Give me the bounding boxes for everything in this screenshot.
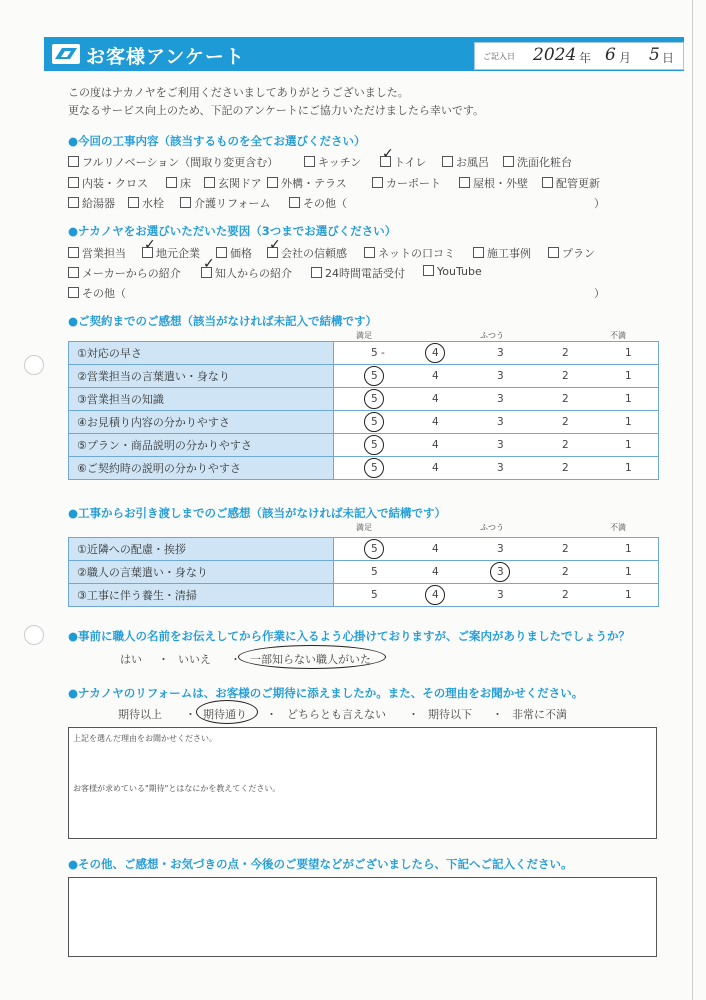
score[interactable]: 1 <box>625 543 632 555</box>
selection-circle <box>364 366 384 386</box>
score[interactable]: 2 <box>562 589 569 601</box>
checkbox-option[interactable]: カーポート <box>372 175 441 191</box>
table-row <box>69 411 659 434</box>
checkbox-option[interactable]: ネットの口コミ <box>364 245 455 261</box>
score[interactable]: 3 <box>497 566 504 578</box>
score[interactable]: 1 <box>625 347 632 359</box>
punch-hole <box>24 625 44 645</box>
checkbox-option[interactable]: 水栓 <box>128 195 164 211</box>
score[interactable]: 2 <box>562 393 569 405</box>
table-row <box>69 561 659 584</box>
checkbox-option[interactable]: 床 <box>166 175 191 191</box>
score-cell[interactable] <box>334 388 659 411</box>
selection-circle <box>196 700 258 724</box>
table-row <box>69 342 659 365</box>
score[interactable]: 1 <box>625 370 632 382</box>
score[interactable]: 3 <box>497 462 504 474</box>
score[interactable]: 2 <box>562 462 569 474</box>
score[interactable]: 4 <box>432 543 439 555</box>
checkbox-option-checked[interactable]: 会社の信頼感 <box>267 245 347 261</box>
answer-option[interactable]: 期待以上 <box>118 708 162 721</box>
page-edge <box>692 0 693 1000</box>
date-month: 6 <box>605 45 616 65</box>
score[interactable]: 5 <box>371 439 378 451</box>
score[interactable]: 2 <box>562 439 569 451</box>
page-title: お客様アンケート <box>86 46 245 68</box>
score[interactable]: 3 <box>497 393 504 405</box>
checkbox-option[interactable]: お風呂 <box>442 154 489 170</box>
paren-close: ） <box>594 287 605 300</box>
intro-line: この度はナカノヤをご利用くださいましてありがとうございました。 <box>68 86 409 99</box>
score[interactable]: 5 <box>371 370 378 382</box>
selection-circle <box>364 435 384 455</box>
score[interactable]: 2 <box>562 416 569 428</box>
row-label: ②営業担当の言葉遣い・身なり <box>69 365 334 388</box>
selection-circle <box>364 458 384 478</box>
checkbox-option[interactable]: 配管更新 <box>542 175 600 191</box>
answer-option-selected[interactable]: 一部知らない職人がいた <box>250 653 371 666</box>
selection-circle <box>364 539 384 559</box>
row-label: ⑤プラン・商品説明の分かりやすさ <box>69 434 334 457</box>
score[interactable]: 1 <box>625 462 632 474</box>
score[interactable]: 3 <box>497 370 504 382</box>
checkbox-option-checked[interactable]: 知人からの紹介 <box>201 265 292 281</box>
company-logo-icon <box>52 44 80 64</box>
separator-dot: ・ <box>266 708 277 721</box>
checkbox-option[interactable]: プラン <box>548 245 595 261</box>
separator-dot: ・ <box>230 653 241 666</box>
selection-circle <box>364 412 384 432</box>
separator-dot: ・ <box>408 708 419 721</box>
score[interactable]: 3 <box>497 543 504 555</box>
rating-table-construction <box>68 537 659 607</box>
month-unit: 月 <box>619 51 632 65</box>
score[interactable]: 4 <box>432 589 439 601</box>
date-year: 2024 <box>533 45 577 65</box>
rating-table-contract <box>68 341 659 480</box>
score[interactable]: 5 <box>371 589 378 601</box>
score[interactable]: 2 <box>562 347 569 359</box>
table-row <box>69 388 659 411</box>
separator-dot: ・ <box>492 708 503 721</box>
selection-circle <box>238 645 386 669</box>
checkbox-option[interactable]: メーカーからの紹介 <box>68 265 181 281</box>
day-unit: 日 <box>662 51 675 65</box>
scale-label: ふつう <box>480 523 504 532</box>
check-mark-icon: ✓ <box>203 256 215 272</box>
expectation-prompt: お客様が求めている"期待"とはなにかを教えてください。 <box>73 784 281 793</box>
table-row <box>69 365 659 388</box>
score-cell[interactable] <box>334 411 659 434</box>
score[interactable]: 4 <box>432 347 439 359</box>
row-label: ①対応の早さ <box>69 342 334 365</box>
row-label: ⑥ご契約時の説明の分かりやすさ <box>69 457 334 480</box>
checkbox-option[interactable]: 屋根・外壁 <box>459 175 528 191</box>
section-title: ●ナカノヤをお選びいただいた要因（3つまでお選びください） <box>68 224 397 238</box>
reason-textarea[interactable] <box>68 727 657 839</box>
scale-label: ふつう <box>480 331 504 340</box>
score[interactable]: 1 <box>625 589 632 601</box>
checkbox-option-checked[interactable]: トイレ <box>380 154 426 170</box>
score-cell[interactable] <box>334 457 659 480</box>
table-row <box>69 584 659 607</box>
section-title: ●今回の工事内容（該当するものを全てお選びください） <box>68 134 366 148</box>
scale-label: 満足 <box>356 523 372 532</box>
selection-circle <box>490 562 510 582</box>
score[interactable]: 4 <box>432 370 439 382</box>
comments-textarea[interactable] <box>68 877 657 957</box>
score[interactable]: 1 <box>625 416 632 428</box>
answer-option[interactable]: どちらとも言えない <box>287 708 386 721</box>
checkbox-option[interactable]: 外構・テラス <box>267 175 347 191</box>
checkbox-option[interactable]: 給湯器 <box>68 195 115 211</box>
score-cell[interactable] <box>334 584 659 607</box>
score[interactable]: 3 <box>497 347 504 359</box>
checkbox-option-other[interactable]: その他（ <box>68 285 126 301</box>
score-note: 5 - <box>371 347 385 359</box>
score[interactable]: 5 <box>371 566 378 578</box>
checkbox-option[interactable]: フルリノベーション（間取り変更含む） <box>68 154 278 170</box>
answer-option[interactable]: いいえ <box>178 653 211 666</box>
check-mark-icon: ✓ <box>382 146 394 162</box>
date-day: 5 <box>649 45 660 65</box>
table-row <box>69 457 659 480</box>
selection-circle <box>425 343 445 363</box>
score[interactable]: 4 <box>432 566 439 578</box>
score[interactable]: 3 <box>497 439 504 451</box>
score[interactable]: 1 <box>625 566 632 578</box>
score[interactable]: 5 <box>371 462 378 474</box>
row-label: ①近隣への配慮・挨拶 <box>69 538 334 561</box>
check-mark-icon: ✓ <box>269 237 281 253</box>
reason-prompt: 上記を選んだ理由をお聞かせください。 <box>73 734 217 743</box>
selection-circle <box>425 585 445 605</box>
row-label: ③営業担当の知識 <box>69 388 334 411</box>
section-title: ●その他、ご感想・お気づきの点・今後のご要望などがございましたら、下記へご記入ください。 <box>68 857 573 871</box>
score[interactable]: 4 <box>432 416 439 428</box>
score[interactable]: 1 <box>625 393 632 405</box>
checkbox-option[interactable]: 介護リフォーム <box>180 195 270 211</box>
scale-label: 満足 <box>356 331 372 340</box>
separator-dot: ・ <box>158 653 169 666</box>
answer-option[interactable]: はい <box>120 653 142 666</box>
table-row <box>69 434 659 457</box>
checkbox-option[interactable]: 内装・クロス <box>68 175 148 191</box>
score-cell[interactable] <box>334 561 659 584</box>
checkbox-option[interactable]: YouTube <box>423 265 482 278</box>
selection-circle <box>364 389 384 409</box>
score-cell[interactable] <box>334 342 659 365</box>
score[interactable]: 1 <box>625 439 632 451</box>
section-title: ●事前に職人の名前をお伝えしてから作業に入るよう心掛けておりますが、ご案内がありましたでしょうか？ <box>68 629 631 643</box>
row-label: ③工事に伴う養生・清掃 <box>69 584 334 607</box>
year-unit: 年 <box>579 51 592 65</box>
checkbox-option-other[interactable]: その他（ <box>289 195 347 211</box>
checkbox-option[interactable]: 24時間電話受付 <box>311 265 405 281</box>
checkbox-option[interactable]: 営業担当 <box>68 245 126 261</box>
checkbox-option[interactable]: 価格 <box>216 245 252 261</box>
scale-label: 不満 <box>610 331 626 340</box>
score[interactable]: 3 <box>497 416 504 428</box>
checkbox-option-checked[interactable]: 地元企業 <box>142 245 200 261</box>
checkbox-option[interactable]: 洗面化粧台 <box>503 154 572 170</box>
score[interactable]: 4 <box>432 393 439 405</box>
row-label: ④お見積り内容の分かりやすさ <box>69 411 334 434</box>
checkbox-option[interactable]: 玄関ドア <box>204 175 262 191</box>
scale-label: 不満 <box>610 523 626 532</box>
separator-dot: ・ <box>185 708 196 721</box>
score[interactable]: 4 <box>432 462 439 474</box>
score[interactable]: 5 <box>371 416 378 428</box>
score[interactable]: 2 <box>562 543 569 555</box>
check-mark-icon: ✓ <box>144 237 156 253</box>
score[interactable]: 5 <box>371 393 378 405</box>
score[interactable]: 2 <box>562 566 569 578</box>
score[interactable]: 5 <box>371 543 378 555</box>
section-title: ●工事からお引き渡しまでのご感想（該当がなければ未記入で結構です） <box>68 506 447 520</box>
score-cell[interactable] <box>334 538 659 561</box>
score[interactable]: 3 <box>497 589 504 601</box>
section-title: ●ご契約までのご感想（該当がなければ未記入で結構です） <box>68 314 378 328</box>
intro-line: 更なるサービス向上のため、下記のアンケートにご協力いただけましたら幸いです。 <box>68 104 485 117</box>
date-field[interactable] <box>474 42 684 70</box>
section-title: ●ナカノヤのリフォームは、お客様のご期待に添えましたか。また、その理由をお聞かせください。 <box>68 686 584 700</box>
table-row <box>69 538 659 561</box>
row-label: ②職人の言葉遣い・身なり <box>69 561 334 584</box>
checkbox-option[interactable]: 施工事例 <box>473 245 531 261</box>
score-cell[interactable] <box>334 434 659 457</box>
score[interactable]: 4 <box>432 439 439 451</box>
score[interactable]: 2 <box>562 370 569 382</box>
date-label: ご記入日 <box>483 52 515 61</box>
answer-option[interactable]: 期待以下 <box>428 708 472 721</box>
score-cell[interactable] <box>334 365 659 388</box>
punch-hole <box>24 355 44 375</box>
paren-close: ） <box>594 197 605 210</box>
answer-option[interactable]: 非常に不満 <box>512 708 567 721</box>
checkbox-option[interactable]: キッチン <box>304 154 361 170</box>
answer-option-selected[interactable]: 期待通り <box>203 708 247 721</box>
